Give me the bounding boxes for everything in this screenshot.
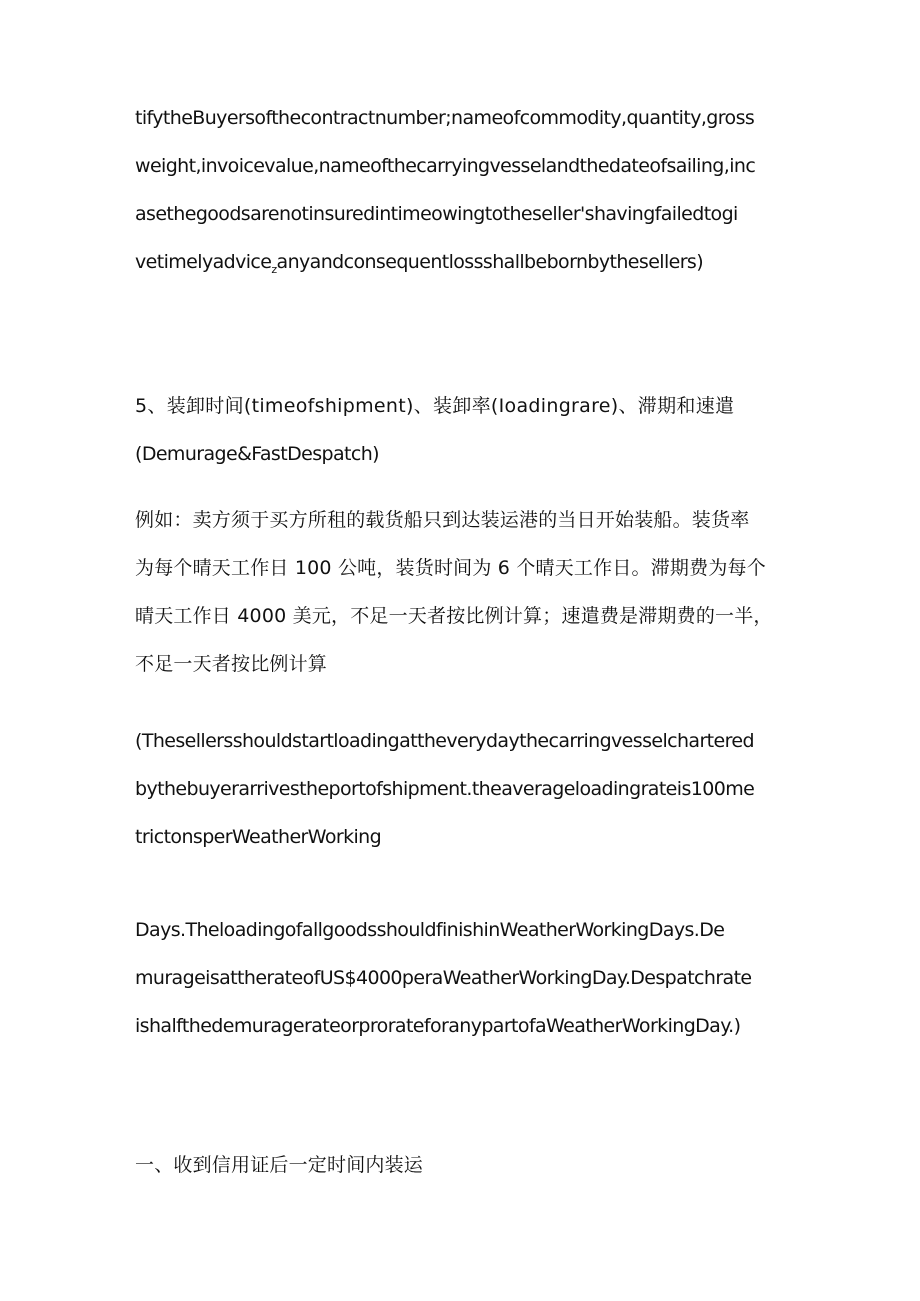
section-heading: 一、收到信用证后一定时间内装运 <box>135 1154 424 1176</box>
english-translation-line: bythebuyerarrivestheportofshipment.theaverageloadingrateis100me <box>135 778 755 800</box>
text-line: asethegoodsarenotinsuredintimeowingtotheseller'shavingfailedtogi <box>135 203 738 225</box>
example-line: 晴天工作日 4000 美元，不足一天者按比例计算；速遣费是滞期费的一半， <box>135 605 773 627</box>
english-translation-line: murageisattherateofUS$4000peraWeatherWorkingDay.Despatchrate <box>135 967 752 989</box>
english-translation-line: (Thesellersshouldstartloadingattheverydaythecarringvesselchartered <box>135 730 754 752</box>
text-line <box>135 250 790 282</box>
text-segment: anyandconsequentlossshallbebornbythesellers) <box>276 251 704 273</box>
text-line: tifytheBuyersofthecontractnumber;nameofcommodity,quantity,gross <box>135 107 755 129</box>
text-segment: vetimelyadvice <box>135 251 272 273</box>
example-line: 例如：卖方须于买方所租的载货船只到达装运港的当日开始装船。装货率 <box>135 509 750 531</box>
section-heading-continued: (Demurage&FastDespatch) <box>135 443 379 465</box>
example-line: 为每个晴天工作日 100 公吨，装货时间为 6 个晴天工作日。滞期费为每个 <box>135 557 766 579</box>
text-line: weight,invoicevalue,nameofthecarryingvesselandthedateofsailing,inc <box>135 155 756 177</box>
example-line: 不足一天者按比例计算 <box>135 653 328 675</box>
english-translation-line: Days.TheloadingofallgoodsshouldfinishinWeatherWorkingDays.De <box>135 919 725 941</box>
english-translation-line: ishalfthedemuragerateorprorateforanypartofaWeatherWorkingDay.) <box>135 1015 741 1037</box>
english-translation-line: trictonsperWeatherWorking <box>135 826 382 848</box>
section-heading: 5、装卸时间(timeofshipment)、装卸率(Ioadingrare)、滞期和速遣 <box>135 395 735 417</box>
subscript-char: z <box>271 262 277 276</box>
